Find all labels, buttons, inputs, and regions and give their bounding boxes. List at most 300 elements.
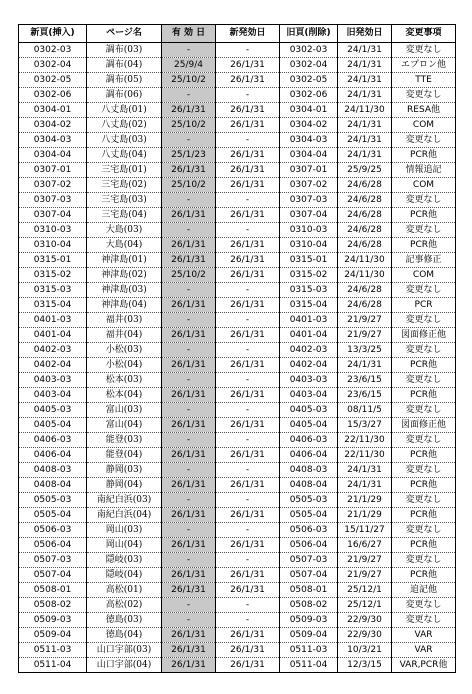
cell-effective-date: 26/1/31 [162,328,216,343]
cell-new-page: 0402-03 [19,343,87,358]
cell-effective-date: 26/1/31 [162,628,216,643]
revision-table-sheet [18,24,455,673]
cell-new-issue-date: 26/1/31 [216,148,280,163]
table-row [19,268,456,283]
cell-new-issue-date: 26/1/31 [216,388,280,403]
cell-effective-date: - [162,613,216,628]
cell-effective-date: - [162,598,216,613]
cell-change-description: 変更なし [392,133,456,148]
cell-page-name: 八丈島(03) [87,133,162,148]
cell-new-page: 0401-03 [19,313,87,328]
cell-new-issue-date: - [216,133,280,148]
table-row [19,298,456,313]
cell-new-page: 0304-02 [19,118,87,133]
cell-old-page: 0511-04 [280,658,338,673]
cell-page-name: 高松(02) [87,598,162,613]
cell-page-name: 静岡(04) [87,478,162,493]
cell-new-page: 0302-03 [19,43,87,58]
cell-new-issue-date: - [216,283,280,298]
cell-change-description: 変更なし [392,193,456,208]
cell-change-description: VAR [392,643,456,658]
cell-new-page: 0315-04 [19,298,87,313]
cell-new-page: 0304-04 [19,148,87,163]
cell-old-page: 0310-03 [280,223,338,238]
cell-new-issue-date: 26/1/31 [216,478,280,493]
cell-old-issue-date: 23/6/15 [338,373,392,388]
cell-new-page: 0406-03 [19,433,87,448]
cell-page-name: 福井(03) [87,313,162,328]
cell-effective-date: 26/1/31 [162,418,216,433]
cell-change-description: 追記他 [392,583,456,598]
cell-new-issue-date: - [216,193,280,208]
cell-old-page: 0508-02 [280,598,338,613]
table-row [19,88,456,103]
cell-new-issue-date: 26/1/31 [216,508,280,523]
cell-new-issue-date: - [216,523,280,538]
cell-new-page: 0302-04 [19,58,87,73]
cell-new-issue-date: 26/1/31 [216,628,280,643]
cell-page-name: 松本(03) [87,373,162,388]
cell-old-issue-date: 24/6/28 [338,208,392,223]
cell-old-issue-date: 24/6/28 [338,193,392,208]
cell-new-issue-date: 26/1/31 [216,208,280,223]
cell-change-description: VAR [392,628,456,643]
cell-page-name: 能登(04) [87,448,162,463]
cell-page-name: 大島(04) [87,238,162,253]
table-row [19,598,456,613]
cell-page-name: 高松(01) [87,583,162,598]
cell-effective-date: 26/1/31 [162,103,216,118]
cell-new-page: 0508-02 [19,598,87,613]
cell-page-name: 三宅島(01) [87,163,162,178]
cell-old-issue-date: 24/1/31 [338,58,392,73]
cell-new-page: 0401-04 [19,328,87,343]
cell-old-issue-date: 12/3/15 [338,658,392,673]
cell-page-name: 富山(04) [87,418,162,433]
cell-page-name: 山口宇部(04) [87,658,162,673]
cell-old-issue-date: 24/1/31 [338,478,392,493]
cell-effective-date: 26/1/31 [162,253,216,268]
cell-new-page: 0406-04 [19,448,87,463]
cell-change-description: VAR,PCR他 [392,658,456,673]
cell-change-description: RESA他 [392,103,456,118]
cell-old-issue-date: 21/9/27 [338,553,392,568]
cell-old-issue-date: 15/11/27 [338,523,392,538]
cell-effective-date: 26/1/31 [162,478,216,493]
cell-old-page: 0307-04 [280,208,338,223]
cell-page-name: 神津島(04) [87,298,162,313]
cell-new-issue-date: - [216,88,280,103]
table-row [19,568,456,583]
table-row [19,193,456,208]
cell-change-description: TTE [392,73,456,88]
cell-page-name: 大島(03) [87,223,162,238]
cell-new-page: 0506-03 [19,523,87,538]
cell-new-issue-date: 26/1/31 [216,178,280,193]
cell-page-name: 八丈島(01) [87,103,162,118]
cell-old-page: 0401-04 [280,328,338,343]
cell-old-issue-date: 10/3/21 [338,643,392,658]
cell-effective-date: 26/1/31 [162,163,216,178]
table-row [19,343,456,358]
cell-new-issue-date: - [216,433,280,448]
cell-effective-date: - [162,463,216,478]
cell-change-description: PCR [392,298,456,313]
cell-old-page: 0403-03 [280,373,338,388]
cell-new-page: 0507-03 [19,553,87,568]
cell-new-issue-date: - [216,43,280,58]
table-row [19,448,456,463]
cell-effective-date: 26/1/31 [162,583,216,598]
cell-new-issue-date: 26/1/31 [216,103,280,118]
cell-page-name: 小松(03) [87,343,162,358]
cell-change-description: PCR他 [392,448,456,463]
table-row [19,628,456,643]
cell-change-description: エプロン他 [392,58,456,73]
cell-old-issue-date: 08/11/5 [338,403,392,418]
cell-page-name: 福井(04) [87,328,162,343]
cell-old-page: 0307-02 [280,178,338,193]
cell-old-page: 0509-03 [280,613,338,628]
cell-page-name: 徳島(03) [87,613,162,628]
cell-old-issue-date: 24/1/31 [338,118,392,133]
cell-page-name: 隠岐(04) [87,568,162,583]
cell-old-page: 0508-01 [280,583,338,598]
cell-page-name: 八丈島(04) [87,148,162,163]
table-row [19,328,456,343]
cell-page-name: 神津島(02) [87,268,162,283]
cell-old-page: 0406-04 [280,448,338,463]
cell-new-issue-date: 26/1/31 [216,358,280,373]
cell-effective-date: - [162,313,216,328]
cell-old-issue-date: 24/1/31 [338,133,392,148]
cell-old-page: 0302-03 [280,43,338,58]
cell-new-page: 0509-03 [19,613,87,628]
cell-new-issue-date: - [216,613,280,628]
cell-old-issue-date: 25/12/1 [338,598,392,613]
cell-old-issue-date: 22/11/30 [338,433,392,448]
cell-old-issue-date: 16/6/27 [338,538,392,553]
cell-change-description: PCR他 [392,568,456,583]
cell-effective-date: - [162,373,216,388]
cell-page-name: 調布(04) [87,58,162,73]
cell-change-description: PCR他 [392,508,456,523]
cell-new-page: 0505-04 [19,508,87,523]
cell-old-page: 0507-03 [280,553,338,568]
cell-old-page: 0406-03 [280,433,338,448]
cell-new-issue-date: 26/1/31 [216,58,280,73]
cell-old-page: 0511-03 [280,643,338,658]
cell-new-issue-date: 26/1/31 [216,118,280,133]
cell-old-issue-date: 24/1/31 [338,73,392,88]
cell-effective-date: 25/1/23 [162,148,216,163]
cell-old-page: 0403-04 [280,388,338,403]
cell-old-page: 0505-03 [280,493,338,508]
cell-new-page: 0506-04 [19,538,87,553]
cell-old-issue-date: 24/6/28 [338,298,392,313]
cell-change-description: PCR他 [392,388,456,403]
cell-change-description: 変更なし [392,598,456,613]
table-row [19,133,456,148]
cell-page-name: 三宅島(04) [87,208,162,223]
cell-change-description: PCR他 [392,238,456,253]
cell-change-description: PCR他 [392,208,456,223]
cell-effective-date: 25/10/2 [162,268,216,283]
cell-new-issue-date: 26/1/31 [216,643,280,658]
cell-old-issue-date: 23/6/15 [338,388,392,403]
cell-effective-date: 26/1/31 [162,568,216,583]
table-row [19,643,456,658]
cell-effective-date: 26/1/31 [162,208,216,223]
cell-old-issue-date: 25/12/1 [338,583,392,598]
cell-change-description: COM [392,268,456,283]
cell-change-description: 変更なし [392,613,456,628]
table-row [19,613,456,628]
cell-effective-date: 26/1/31 [162,538,216,553]
cell-page-name: 徳島(04) [87,628,162,643]
cell-change-description: 変更なし [392,523,456,538]
cell-new-issue-date: - [216,343,280,358]
cell-old-page: 0310-04 [280,238,338,253]
cell-old-issue-date: 24/6/28 [338,178,392,193]
cell-new-page: 0310-04 [19,238,87,253]
cell-old-page: 0302-05 [280,73,338,88]
table-row [19,313,456,328]
cell-change-description: 記事修正 [392,253,456,268]
cell-old-issue-date: 24/6/28 [338,238,392,253]
cell-old-issue-date: 21/1/29 [338,508,392,523]
table-row [19,238,456,253]
cell-old-page: 0302-06 [280,88,338,103]
cell-page-name: 山口宇部(03) [87,643,162,658]
cell-new-issue-date: 26/1/31 [216,418,280,433]
table-row [19,523,456,538]
cell-old-issue-date: 24/1/31 [338,463,392,478]
cell-change-description: PCR他 [392,538,456,553]
cell-old-issue-date: 24/11/30 [338,268,392,283]
cell-old-page: 0304-01 [280,103,338,118]
cell-effective-date: 26/1/31 [162,358,216,373]
cell-new-page: 0307-04 [19,208,87,223]
cell-new-issue-date: 26/1/31 [216,298,280,313]
cell-change-description: PCR他 [392,148,456,163]
cell-effective-date: - [162,493,216,508]
cell-new-issue-date: - [216,223,280,238]
cell-change-description: 変更なし [392,223,456,238]
cell-effective-date: - [162,433,216,448]
table-row [19,103,456,118]
cell-new-page: 0304-03 [19,133,87,148]
cell-new-page: 0511-03 [19,643,87,658]
cell-effective-date: 26/1/31 [162,508,216,523]
cell-page-name: 調布(06) [87,88,162,103]
cell-effective-date: - [162,343,216,358]
cell-page-name: 岡山(03) [87,523,162,538]
cell-old-issue-date: 24/1/31 [338,358,392,373]
cell-change-description: 変更なし [392,403,456,418]
header-new-issue-date: 新発効日 [216,25,280,43]
cell-change-description: 情報追記 [392,163,456,178]
cell-new-issue-date: - [216,313,280,328]
cell-page-name: 神津島(03) [87,283,162,298]
header-new-page: 新頁(挿入) [19,25,87,43]
header-page-name: ページ名 [87,25,162,43]
cell-effective-date: 25/9/4 [162,58,216,73]
cell-old-issue-date: 25/9/25 [338,163,392,178]
cell-old-page: 0506-03 [280,523,338,538]
header-old-issue-date: 旧発効日 [338,25,392,43]
page-revision-table [18,24,456,673]
cell-effective-date: 26/1/31 [162,448,216,463]
cell-new-page: 0403-04 [19,388,87,403]
cell-new-page: 0508-01 [19,583,87,598]
cell-old-page: 0405-04 [280,418,338,433]
cell-page-name: 隠岐(03) [87,553,162,568]
cell-new-issue-date: 26/1/31 [216,268,280,283]
table-row [19,163,456,178]
table-row [19,283,456,298]
cell-old-issue-date: 24/1/31 [338,148,392,163]
cell-page-name: 調布(05) [87,73,162,88]
header-effective-date: 有 効 日 [162,25,216,43]
cell-old-page: 0402-03 [280,343,338,358]
cell-old-page: 0315-02 [280,268,338,283]
cell-old-page: 0302-04 [280,58,338,73]
cell-change-description: 変更なし [392,88,456,103]
cell-effective-date: - [162,403,216,418]
cell-new-page: 0507-04 [19,568,87,583]
cell-change-description: 変更なし [392,553,456,568]
cell-old-issue-date: 13/3/25 [338,343,392,358]
cell-change-description: 変更なし [392,43,456,58]
cell-effective-date: 26/1/31 [162,658,216,673]
cell-page-name: 八丈島(02) [87,118,162,133]
cell-new-page: 0405-03 [19,403,87,418]
cell-new-issue-date: - [216,598,280,613]
cell-old-page: 0506-04 [280,538,338,553]
table-row [19,658,456,673]
cell-effective-date: - [162,133,216,148]
cell-old-page: 0408-03 [280,463,338,478]
table-row [19,73,456,88]
cell-old-page: 0304-03 [280,133,338,148]
cell-effective-date: - [162,193,216,208]
header-change-description: 変更事項 [392,25,456,43]
cell-change-description: 図面修正他 [392,418,456,433]
cell-old-issue-date: 24/6/28 [338,223,392,238]
cell-change-description: 変更なし [392,283,456,298]
table-row [19,403,456,418]
cell-new-issue-date: 26/1/31 [216,73,280,88]
table-row [19,493,456,508]
cell-old-issue-date: 24/6/28 [338,283,392,298]
cell-new-page: 0315-01 [19,253,87,268]
cell-page-name: 南紀白浜(03) [87,493,162,508]
cell-change-description: COM [392,118,456,133]
cell-change-description: PCR他 [392,358,456,373]
cell-new-issue-date: 26/1/31 [216,238,280,253]
cell-new-page: 0509-04 [19,628,87,643]
cell-new-page: 0310-03 [19,223,87,238]
cell-page-name: 静岡(03) [87,463,162,478]
cell-page-name: 能登(03) [87,433,162,448]
cell-new-page: 0302-05 [19,73,87,88]
cell-effective-date: 25/10/2 [162,73,216,88]
cell-new-issue-date: 26/1/31 [216,253,280,268]
cell-new-page: 0408-03 [19,463,87,478]
cell-old-page: 0505-04 [280,508,338,523]
cell-new-issue-date: 26/1/31 [216,568,280,583]
table-row [19,553,456,568]
cell-page-name: 南紀白浜(04) [87,508,162,523]
cell-page-name: 調布(03) [87,43,162,58]
cell-old-issue-date: 24/11/30 [338,253,392,268]
cell-new-page: 0405-04 [19,418,87,433]
cell-new-issue-date: - [216,373,280,388]
cell-old-page: 0307-03 [280,193,338,208]
cell-old-issue-date: 22/11/30 [338,448,392,463]
cell-change-description: PCR他 [392,478,456,493]
cell-old-page: 0304-02 [280,118,338,133]
cell-effective-date: 25/10/2 [162,118,216,133]
table-body [19,43,456,673]
cell-page-name: 岡山(04) [87,538,162,553]
cell-page-name: 松本(04) [87,388,162,403]
cell-page-name: 三宅島(03) [87,193,162,208]
cell-effective-date: - [162,43,216,58]
cell-change-description: 変更なし [392,373,456,388]
cell-new-issue-date: 26/1/31 [216,583,280,598]
table-row [19,148,456,163]
cell-effective-date: - [162,283,216,298]
cell-old-page: 0315-01 [280,253,338,268]
cell-new-issue-date: 26/1/31 [216,658,280,673]
cell-new-issue-date: - [216,493,280,508]
cell-old-page: 0509-04 [280,628,338,643]
cell-new-page: 0307-02 [19,178,87,193]
table-row [19,358,456,373]
cell-old-issue-date: 24/11/30 [338,103,392,118]
cell-change-description: 変更なし [392,493,456,508]
cell-new-page: 0408-04 [19,478,87,493]
cell-old-issue-date: 21/1/29 [338,493,392,508]
cell-old-issue-date: 22/9/30 [338,628,392,643]
cell-change-description: 図面修正他 [392,328,456,343]
cell-old-issue-date: 21/9/27 [338,313,392,328]
table-row [19,433,456,448]
table-row [19,223,456,238]
cell-new-issue-date: - [216,463,280,478]
table-row [19,178,456,193]
cell-new-issue-date: 26/1/31 [216,448,280,463]
cell-page-name: 三宅島(02) [87,178,162,193]
cell-page-name: 神津島(01) [87,253,162,268]
table-row [19,538,456,553]
cell-old-page: 0402-04 [280,358,338,373]
cell-old-issue-date: 21/9/27 [338,328,392,343]
cell-old-page: 0405-03 [280,403,338,418]
table-row [19,118,456,133]
cell-old-issue-date: 24/1/31 [338,88,392,103]
cell-effective-date: 26/1/31 [162,643,216,658]
cell-new-page: 0307-01 [19,163,87,178]
cell-effective-date: - [162,553,216,568]
cell-old-page: 0507-04 [280,568,338,583]
cell-new-page: 0307-03 [19,193,87,208]
cell-old-page: 0304-04 [280,148,338,163]
cell-effective-date: 26/1/31 [162,388,216,403]
cell-effective-date: - [162,523,216,538]
